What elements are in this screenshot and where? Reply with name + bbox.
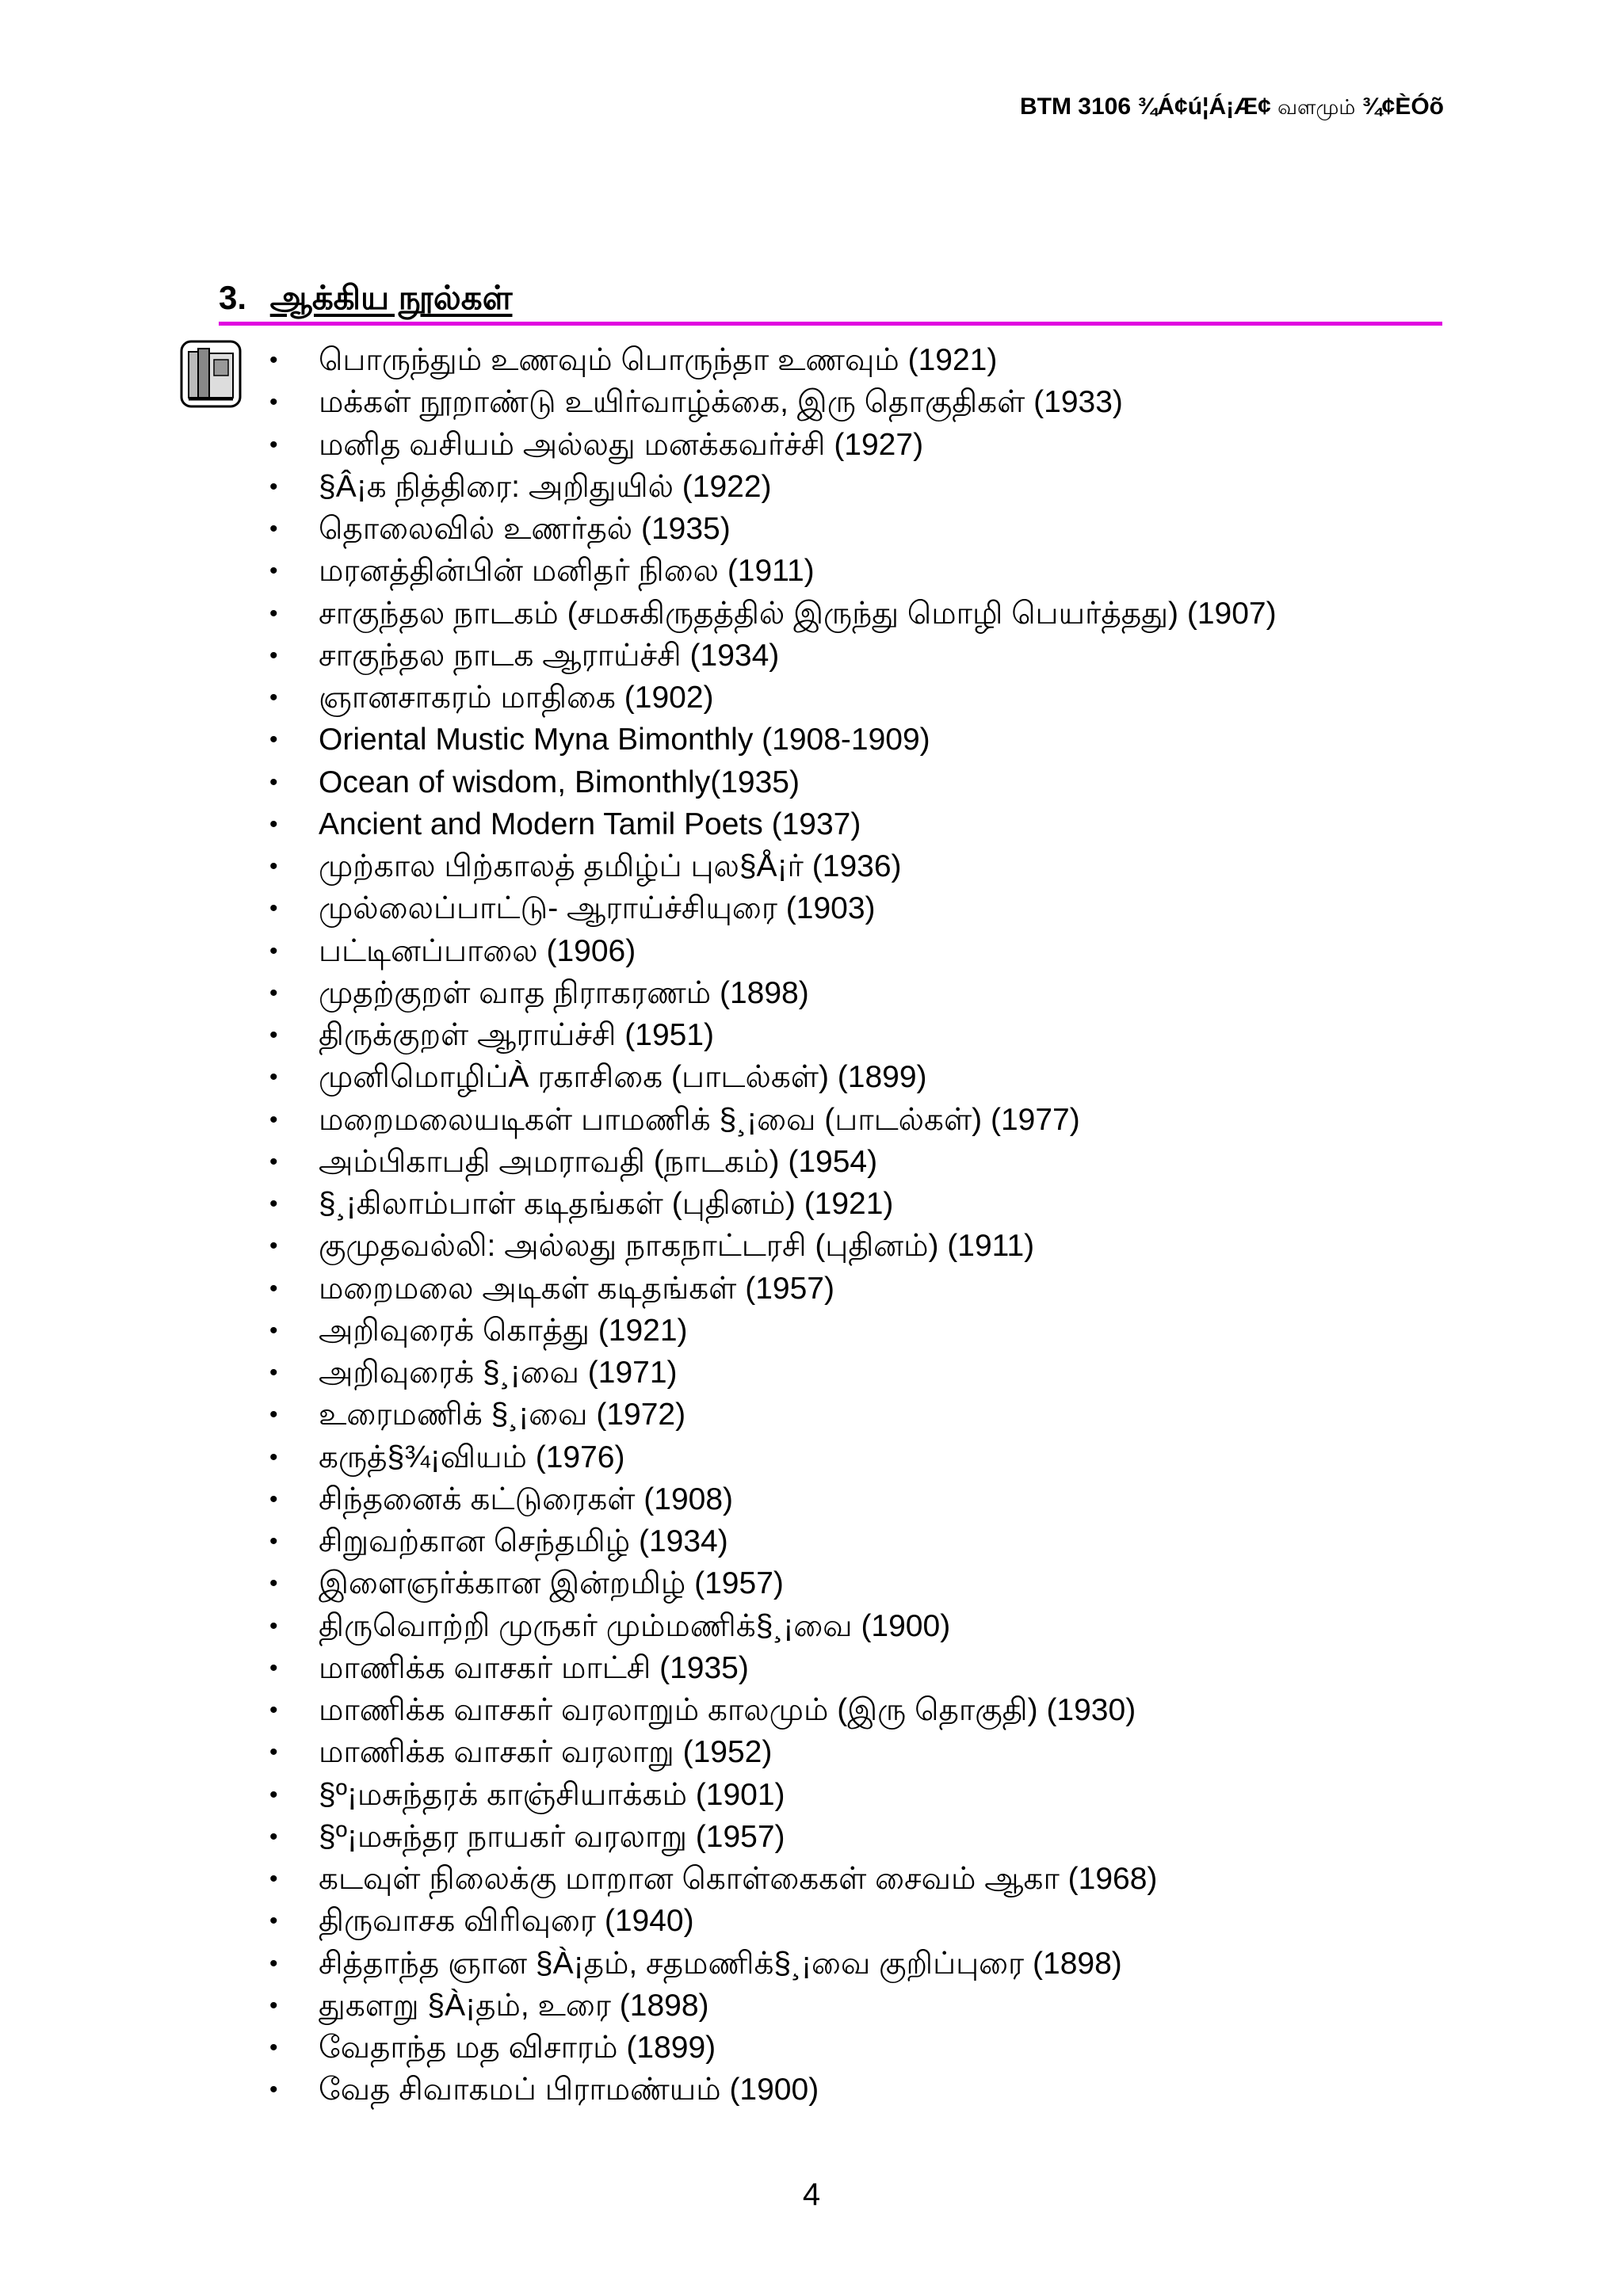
book-list-item (0, 1731, 1277, 1773)
bullet-icon: • (269, 1022, 278, 1048)
book-list-item (0, 1183, 1277, 1225)
book-list-item (0, 803, 1277, 845)
book-list-item (0, 635, 1277, 677)
book-title: முனிமொழிப்À ரகாசிகை (பாடல்கள்) (1899) (319, 1060, 927, 1095)
bullet-icon: • (269, 853, 278, 879)
book-title: கடவுள் நிலைக்கு மாறான கொள்கைகள் சைவம் ஆகா (1968) (319, 1862, 1158, 1896)
course-title-part1: ¾Á¢ú¦Á¡Æ¢ (1137, 93, 1271, 120)
book-list-item (0, 1647, 1277, 1689)
book-list-item (0, 381, 1277, 423)
book-list-item (0, 1225, 1277, 1267)
bullet-icon: • (269, 1064, 278, 1091)
book-title: அறிவுரைக் §¸¡வை (1971) (319, 1356, 678, 1390)
book-title: சாகுந்தல நாடக ஆராய்ச்சி (1934) (319, 638, 780, 673)
book-list-item (0, 1985, 1277, 2027)
book-title: மறைமலையடிகள் பாமணிக் §¸¡வை (பாடல்கள்) (1977) (319, 1102, 1080, 1137)
book-list-item (0, 1858, 1277, 1900)
book-title: முல்லைப்பாட்டு- ஆராய்ச்சியுரை (1903) (319, 891, 876, 926)
book-list-item (0, 761, 1277, 803)
book-list-item (0, 424, 1277, 466)
book-title: Ocean of wisdom, Bimonthly(1935) (319, 765, 800, 799)
book-list-item (0, 1816, 1277, 1858)
book-title: முற்கால பிற்காலத் தமிழ்ப் புல§Å¡ர் (1936) (319, 849, 902, 883)
page-number: 4 (802, 2177, 821, 2212)
book-list-item (0, 2027, 1277, 2069)
book-title: அறிவுரைக் கொத்து (1921) (319, 1313, 688, 1348)
bullet-icon: • (269, 727, 278, 753)
bullet-icon: • (269, 810, 278, 837)
bullet-icon: • (269, 1612, 278, 1639)
book-title: குமுதவல்லி: அல்லது நாகநாட்டரசி (புதினம்) (1911) (319, 1229, 1035, 1264)
book-title: சிறுவற்கான செந்தமிழ் (1934) (319, 1524, 728, 1558)
bullet-icon: • (269, 1739, 278, 1766)
book-list-item (0, 1605, 1277, 1647)
book-list-item (0, 1774, 1277, 1816)
bullet-icon: • (269, 895, 278, 922)
book-list-item (0, 1014, 1277, 1056)
book-title: அம்பிகாபதி அமராவதி (நாடகம்) (1954) (319, 1144, 878, 1179)
bullet-icon: • (269, 1444, 278, 1470)
book-list-item (0, 1056, 1277, 1098)
book-title: சித்தாந்த ஞான §À¡தம், சதமணிக்§¸¡வை குறிப்புரை (1898) (319, 1946, 1122, 1981)
book-title: Oriental Mustic Myna Bimonthly (1908-1909) (319, 723, 930, 757)
book-title: மரனத்தின்பின் மனிதர் நிலை (1911) (319, 554, 815, 589)
bullet-icon: • (269, 389, 278, 416)
book-list-item (0, 339, 1277, 381)
bullet-icon: • (269, 937, 278, 964)
book-list-item (0, 719, 1277, 761)
book-list-item (0, 593, 1277, 635)
book-title: சிந்தனைக் கட்டுரைகள் (1908) (319, 1482, 734, 1516)
bullet-icon: • (269, 1317, 278, 1344)
bullet-icon: • (269, 1570, 278, 1597)
book-title: பொருந்தும் உணவும் பொருந்தா உணவும் (1921) (319, 343, 998, 377)
bullet-icon: • (269, 1191, 278, 1217)
book-title: மனித வசியம் அல்லது மனக்கவர்ச்சி (1927) (319, 427, 924, 462)
book-title: §Â¡க நித்திரை: அறிதுயில் (1922) (319, 469, 772, 504)
book-title: பட்டினப்பாலை (1906) (319, 933, 636, 968)
book-title: §¸¡கிலாம்பாள் கடிதங்கள் (புதினம்) (1921) (319, 1187, 894, 1221)
book-title: தொலைவில் உணர்தல் (1935) (319, 512, 731, 546)
course-title-part3: ¾¢ÈÓõ (1361, 93, 1444, 120)
book-list-item (0, 508, 1277, 550)
book-list-item (0, 1943, 1277, 1985)
book-title: ஞானசாகரம் மாதிகை (1902) (319, 681, 714, 715)
bullet-icon: • (269, 1866, 278, 1892)
book-list-item (0, 1394, 1277, 1436)
book-list-item (0, 972, 1277, 1014)
bullet-icon: • (269, 473, 278, 500)
book-title: மாணிக்க வாசகர் வரலாறு (1952) (319, 1735, 773, 1770)
section-title: ஆக்கிய நூல்கள் (269, 279, 513, 316)
book-list-item (0, 930, 1277, 972)
bullet-icon: • (269, 1148, 278, 1175)
book-list-item (0, 1689, 1277, 1731)
bullet-icon: • (269, 769, 278, 795)
bullet-icon: • (269, 1402, 278, 1428)
bullet-icon: • (269, 1106, 278, 1133)
book-title: Ancient and Modern Tamil Poets (1937) (319, 807, 861, 841)
book-title: திருக்குறள் ஆராய்ச்சி (1951) (319, 1018, 715, 1052)
book-title: சாகுந்தல நாடகம் (சமசுகிருதத்தில் இருந்து மொழி பெயர்த்தது) (1907) (319, 596, 1277, 631)
section-heading (219, 279, 513, 322)
bullet-icon: • (269, 1360, 278, 1386)
bullet-icon: • (269, 1486, 278, 1512)
bullet-icon: • (269, 685, 278, 711)
bullet-icon: • (269, 1528, 278, 1554)
bullet-icon: • (269, 1950, 278, 1977)
book-list (0, 339, 1277, 2111)
book-title: இளைஞர்க்கான இன்றமிழ் (1957) (319, 1566, 784, 1601)
section-number: 3. (219, 279, 247, 316)
book-list-item (0, 677, 1277, 719)
book-title: §º¡மசுந்தர நாயகர் வரலாறு (1957) (319, 1819, 785, 1854)
book-list-item (0, 1141, 1277, 1183)
book-list-item (0, 1352, 1277, 1394)
book-list-item (0, 845, 1277, 887)
book-list-item (0, 1099, 1277, 1141)
book-list-item (0, 550, 1277, 592)
book-list-item (0, 1268, 1277, 1310)
book-title: கருத்§¾¡வியம் (1976) (319, 1440, 625, 1474)
book-list-item (0, 1900, 1277, 1942)
bullet-icon: • (269, 1275, 278, 1302)
bullet-icon: • (269, 1823, 278, 1850)
book-list-item (0, 1520, 1277, 1562)
bullet-icon: • (269, 2035, 278, 2061)
bullet-icon: • (269, 1908, 278, 1935)
bullet-icon: • (269, 516, 278, 542)
book-title: துகளறு §À¡தம், உரை (1898) (319, 1988, 709, 2023)
bullet-icon: • (269, 979, 278, 1006)
book-title: வேதாந்த மத விசாரம் (1899) (319, 2031, 716, 2065)
book-list-item (0, 1310, 1277, 1352)
course-code: BTM 3106 (1019, 93, 1132, 120)
book-title: திருவொற்றி முருகர் மும்மணிக்§¸¡வை (1900) (319, 1608, 951, 1643)
page-header (1020, 93, 1444, 122)
book-list-item (0, 466, 1277, 508)
bullet-icon: • (269, 1697, 278, 1723)
bullet-icon: • (269, 2077, 278, 2103)
book-title: வேத சிவாகமப் பிராமண்யம் (1900) (319, 2073, 819, 2107)
bullet-icon: • (269, 1233, 278, 1260)
bullet-icon: • (269, 431, 278, 458)
bullet-icon: • (269, 1781, 278, 1808)
bullet-icon: • (269, 642, 278, 669)
bullet-icon: • (269, 600, 278, 627)
bullet-icon: • (269, 347, 278, 373)
bullet-icon: • (269, 1992, 278, 2019)
book-title: உரைமணிக் §¸¡வை (1972) (319, 1398, 686, 1432)
bullet-icon: • (269, 1654, 278, 1681)
book-title: மக்கள் நூறாண்டு உயிர்வாழ்க்கை, இரு தொகுதிகள் (1933) (319, 385, 1123, 420)
book-list-item (0, 2069, 1277, 2111)
section-divider (219, 322, 1442, 326)
book-list-item (0, 1436, 1277, 1478)
book-title: திருவாசக விரிவுரை (1940) (319, 1904, 694, 1939)
book-title: மாணிக்க வாசகர் மாட்சி (1935) (319, 1650, 749, 1685)
book-title: §º¡மசுந்தரக் காஞ்சியாக்கம் (1901) (319, 1777, 785, 1812)
bullet-icon: • (269, 558, 278, 585)
book-title: மாணிக்க வாசகர் வரலாறும் காலமும் (இரு தொகுதி) (1930) (319, 1693, 1136, 1727)
book-list-item (0, 1478, 1277, 1520)
course-title-part2: வளமும் (1277, 95, 1356, 119)
book-list-item (0, 1562, 1277, 1604)
book-list-item (0, 887, 1277, 929)
book-title: முதற்குறள் வாத நிராகரணம் (1898) (319, 975, 809, 1010)
book-title: மறைமலை அடிகள் கடிதங்கள் (1957) (319, 1271, 834, 1306)
